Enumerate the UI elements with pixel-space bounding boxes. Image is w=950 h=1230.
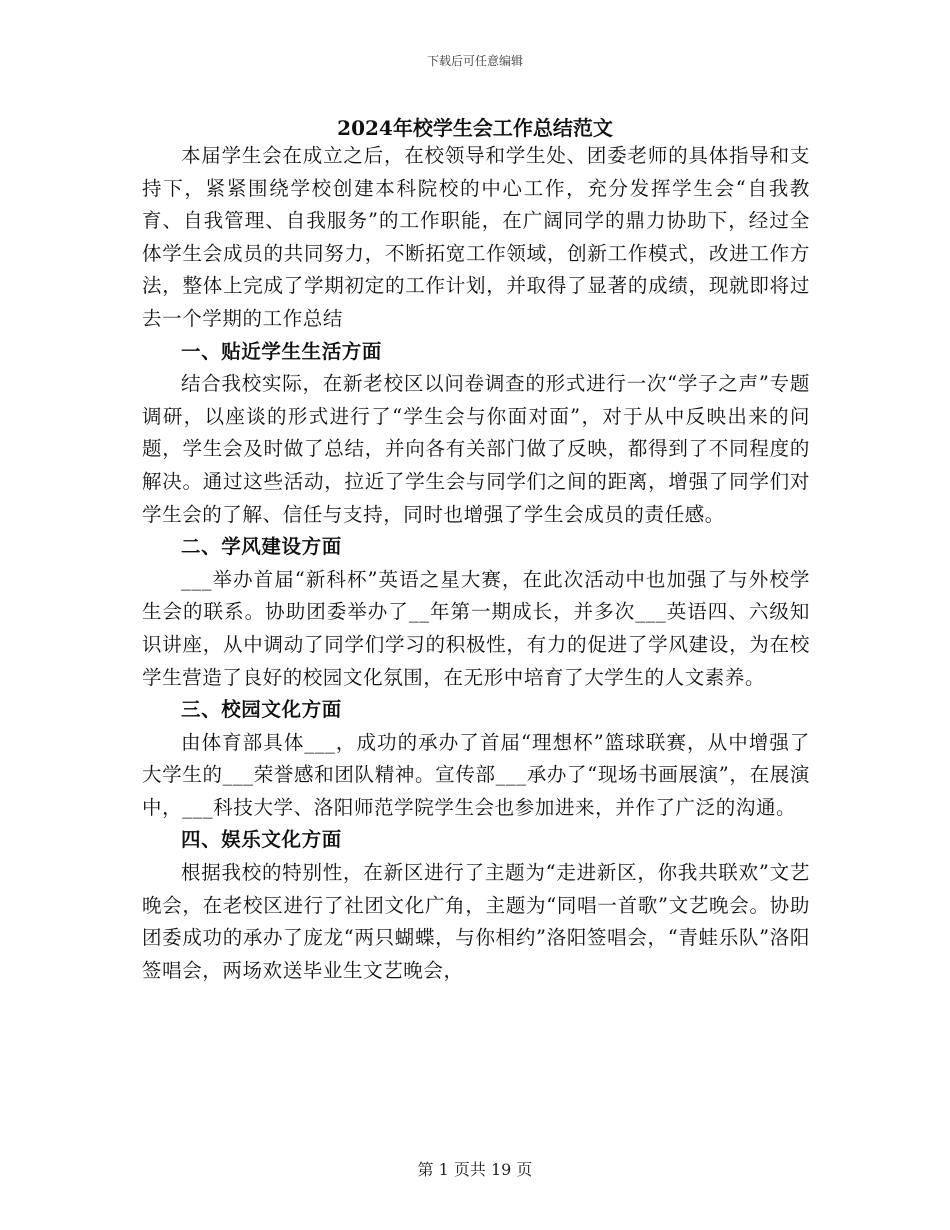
section-heading-life: 一、贴近学生生活方面	[181, 339, 383, 363]
section-heading-entertainment: 四、娱乐文化方面	[181, 828, 342, 852]
header-note: 下载后可任意编辑	[426, 54, 523, 68]
section-text-study-style: ___举办首届“新科杯”英语之星大赛，在此次活动中也加强了与外校学生会的联系。协助团委举办了__年第一期成长，并多次___英语四、六级知识讲座，从中调动了同学们学习的积极性，有力的促进了学风建设，为在校学生营造了良好的校园文化氛围，在无形中培育了大学生的人文素养。	[142, 567, 810, 689]
intro-paragraph: 本届学生会在成立之后，在校领导和学生处、团委老师的具体指导和支持下，紧紧围绕学校创建本科院校的中心工作，充分发挥学生会“自我教育、自我管理、自我服务”的工作职能，在广阔同学的鼎力协助下，经过全体学生会成员的共同努力，不断拓宽工作领域，创新工作模式，改进工作方法，整体上完成了学期初定的工作计划，并取得了显著的成绩，现就即将过去一个学期的工作总结	[142, 144, 810, 330]
section-text-life: 结合我校实际，在新老校区以问卷调查的形式进行一次“学子之声”专题调研，以座谈的形式进行了“学生会与你面对面”，对于从中反映出来的问题，学生会及时做了总结，并向各有关部门做了反映，都得到了不同程度的解决。通过这些活动，拉近了学生会与同学们之间的距离，增强了同学们对学生会的了解、信任与支持，同时也增强了学生会成员的责任感。	[142, 372, 810, 526]
document-body	[142, 140, 810, 987]
document-title: 2024年校学生会工作总结范文	[337, 116, 613, 140]
section-heading-study-style: 二、学风建设方面	[181, 535, 342, 559]
section-text-entertainment: 根据我校的特别性，在新区进行了主题为“走进新区，你我共联欢”文艺晚会，在老校区进行了社团文化广角，主题为“同唱一首歌”文艺晚会。协助团委成功的承办了庞龙“两只蝴蝶，与你相约”洛阳签唱会，“青蛙乐队”洛阳签唱会，两场欢送毕业生文艺晚会，	[142, 861, 810, 982]
section-heading-campus-culture: 三、校园文化方面	[181, 698, 342, 722]
section-text-campus-culture: 由体育部具体___，成功的承办了首届“理想杯”篮球联赛，从中增强了大学生的___荣誉感和团队精神。宣传部___承办了“现场书画展演”，在展演中，___科技大学、洛阳师范学院学生会也参加进来，并作了广泛的沟通。	[142, 730, 810, 819]
page-footer: 第 1 页共 19 页	[417, 1160, 533, 1179]
